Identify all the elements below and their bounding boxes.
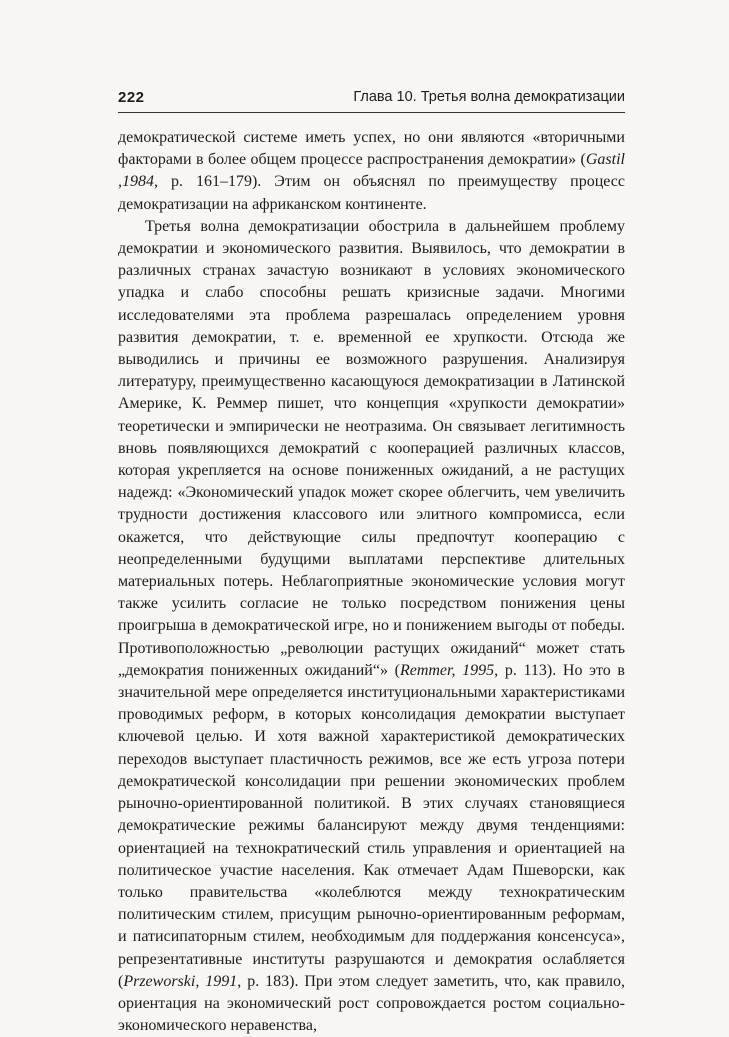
paragraph-third-wave: [118, 216, 625, 1037]
text-segment: Третья волна демократизации обострила в дальнейшем проблему демократии и экономического развития. Выявилось, что демократии в различных странах зачастую возникают в условиях экономического упадка и слабо способны решать кризисные задачи. Многими исследователями эта проблема разрешалась определением уровня развития демократии, т. е. временной ее хрупкости. Отсюда же выводились и причины ее возможного разрушения. Анализируя литературу, преимущественно касающуюся демократизации в Латинской Америке, К. Реммер пишет, что концепция «хрупкости демократии» теоретически и эмпирически не неотразима. Он связывает легитимность вновь появляющихся демократий с кооперацией различных классов, которая укрепляется на основе пониженных ожиданий, а не растущих надежд: «Экономический упадок может скорее облегчить, чем увеличить трудности достижения классового или элитного компромисса, если окажется, что действующие силы предпочтут кооперацию с неопределенными будущими выплатами перспективе длительных материальных потерь. Неблагоприятные экономические условия могут также усилить согласие не только посредством понижения цены проигрыша в демократической игре, но и понижением выгоды от победы. Противоположностью „революции растущих ожиданий“ может стать „демократия пониженных ожиданий“» (: [118, 217, 625, 679]
text-segment: , p. 113). Но это в значительной мере определяется институциональными характеристиками проводимых реформ, в которых консолидация демократии выступает ключевой целью. И хотя важной характеристикой демократических переходов выступает пластичность режимов, все же есть угроза потери демократической консолидации при решении экономических проблем рыночно-ориентированной политикой. В этих случаях становящиеся демократические режимы балансируют между двумя тенденциями: ориентацией на технократический стиль управления и ориентацией на политическое участие населения. Как отмечает Адам Пшеворски, как только правительства «колеблются между технократическим политическим стилем, присущим рыночно-ориентированным реформам, и патисипаторным стилем, необходимым для поддержания консенсуса», репрезентативные институты разрушаются и демократия ослабляется (: [118, 661, 625, 990]
body-text: [118, 127, 625, 1037]
text-segment: , p. 161–179). Этим он объяснял по преимуществу процесс демократизации на африканском континенте.: [118, 173, 625, 213]
page-header: [118, 87, 625, 109]
page-number: 222: [118, 89, 145, 106]
text-segment: , p. 183). При этом следует заметить, что, как правило, ориентация на экономический рост сопровождается ростом социально-экономического неравенства,: [118, 972, 626, 1035]
citation-author-year: Gastil ,1984: [118, 151, 625, 191]
running-head: Глава 10. Третья волна демократизации: [353, 89, 625, 105]
header-rule: [118, 112, 625, 113]
paragraph-continuation: [118, 127, 625, 216]
citation-author-year: Remmer, 1995: [399, 661, 495, 679]
text-segment: демократической системе иметь успех, но они являются «вторичными факторами в более общем процессе распространения демократии» (: [118, 129, 625, 169]
citation-author-year: Przeworski, 1991: [123, 972, 238, 990]
